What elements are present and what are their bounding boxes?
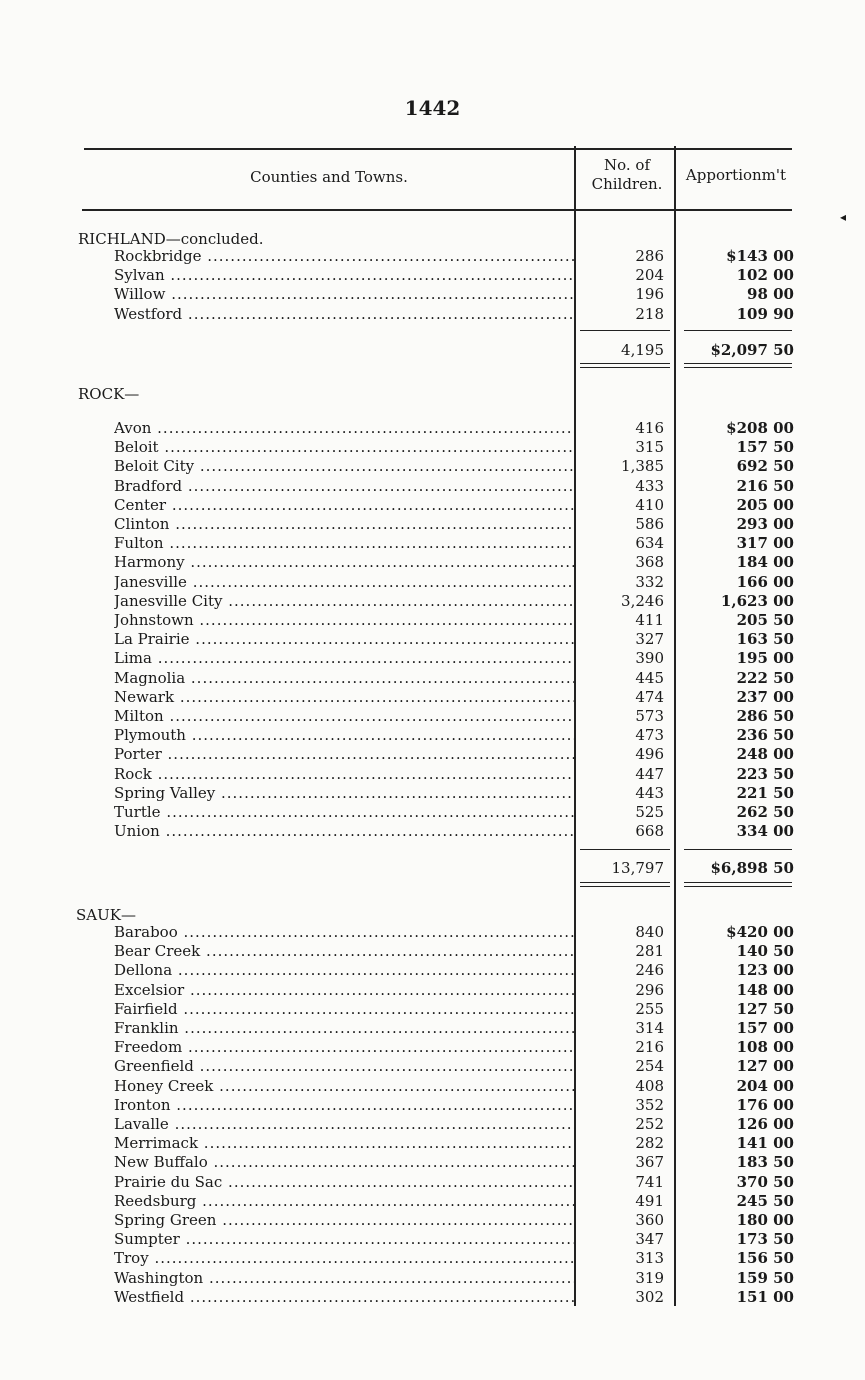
total-double-rule: [684, 886, 792, 887]
table-row: [0, 534, 865, 553]
children-count: 313: [635, 1249, 664, 1268]
children-count: 368: [635, 553, 664, 572]
table-row: [0, 961, 865, 980]
table-row: [0, 981, 865, 1000]
children-count: 315: [635, 438, 664, 457]
table-row: [0, 247, 865, 266]
children-count: 367: [635, 1153, 664, 1172]
town-name: Spring Green .....: [114, 1211, 574, 1230]
children-count: 573: [635, 707, 664, 725]
town-name: Prairie du Sac .....: [114, 1173, 574, 1192]
table-row: [0, 1019, 865, 1038]
section-name: RICHLAND: [78, 230, 166, 248]
apportionment-amount: 127 50: [736, 999, 794, 1018]
children-count: 445: [635, 668, 664, 687]
children-count: 286: [635, 247, 664, 265]
header-no-children: [578, 156, 676, 194]
children-count: 634: [635, 534, 664, 553]
children-count: 1,385: [621, 457, 664, 476]
town-name: Porter .....: [114, 745, 574, 764]
table-row: [0, 822, 865, 841]
children-count: 525: [635, 803, 664, 821]
table-row: [0, 726, 865, 745]
town-name: Lima .....: [114, 649, 574, 668]
children-count: 196: [635, 285, 664, 304]
table-row: [0, 1000, 865, 1019]
town-name: Avon .....: [114, 419, 574, 438]
table-row: [0, 285, 865, 304]
town-name: Beloit City .....: [114, 457, 574, 476]
apportionment-amount: 334 00: [736, 822, 794, 841]
section-suffix: —: [124, 385, 140, 403]
header-apportionment: Apportionm't: [685, 166, 787, 184]
town-name: Harmony .....: [114, 553, 574, 572]
children-count: 491: [635, 1191, 664, 1210]
apportionment-amount: 262 50: [736, 803, 794, 821]
town-name: Bradford .....: [114, 477, 574, 496]
apportionment-amount: 141 00: [736, 1134, 794, 1153]
town-name: Freedom .....: [114, 1038, 574, 1057]
table-row: [0, 630, 865, 649]
town-name: Johnstown .....: [114, 611, 574, 630]
table-row: [0, 784, 865, 803]
subtotal-rule: [580, 849, 670, 850]
subtotal-rule: [580, 330, 670, 331]
margin-mark-icon: ◂: [840, 210, 847, 224]
table-row: [0, 923, 865, 942]
children-count: 246: [635, 961, 664, 980]
children-count: 319: [635, 1268, 664, 1287]
apportionment-amount: 236 50: [736, 726, 794, 745]
town-name: Beloit .....: [114, 438, 574, 457]
apportionment-amount: 248 00: [736, 745, 794, 764]
header-counties-towns: Counties and Towns.: [250, 168, 408, 186]
table-row: [0, 1249, 865, 1268]
apportionment-amount: 157 00: [736, 1019, 794, 1037]
section-title: [76, 906, 136, 924]
apportionment-amount: 159 50: [736, 1268, 794, 1287]
children-count: 586: [635, 515, 664, 533]
apportionment-amount: 140 50: [736, 942, 794, 961]
table-row: [0, 592, 865, 611]
table-row: [0, 1096, 865, 1115]
town-name: Milton .....: [114, 707, 574, 726]
town-name: Reedsburg .....: [114, 1192, 574, 1211]
children-count: 332: [635, 572, 664, 591]
children-count: 314: [635, 1019, 664, 1037]
table-row: [0, 1288, 865, 1307]
section-name: ROCK: [78, 385, 125, 403]
header-bottom-rule: [82, 209, 792, 211]
town-name: Lavalle .....: [114, 1115, 574, 1134]
apportionment-amount: 1,623 00: [720, 591, 794, 610]
apportionment-amount: 223 50: [736, 764, 794, 783]
children-count: 474: [635, 687, 664, 706]
apportionment-amount: 156 50: [736, 1249, 794, 1268]
apportionment-amount: 176 00: [736, 1095, 794, 1114]
children-count: 390: [635, 649, 664, 668]
children-count: 3,246: [621, 591, 664, 610]
apportionment-amount: 204 00: [736, 1076, 794, 1095]
apportionment-amount: 237 00: [736, 687, 794, 706]
children-count: 473: [635, 726, 664, 745]
town-name: Janesville .....: [114, 573, 574, 592]
town-name: New Buffalo .....: [114, 1153, 574, 1172]
town-name: Troy .....: [114, 1249, 574, 1268]
town-name: Janesville City .....: [114, 592, 574, 611]
apportionment-amount: 286 50: [736, 707, 794, 725]
table-row: [0, 765, 865, 784]
section-title: [78, 230, 264, 248]
town-name: Merrimack .....: [114, 1134, 574, 1153]
total-double-rule: [580, 882, 670, 883]
table-row: [0, 515, 865, 534]
table-row: [0, 669, 865, 688]
total-double-rule: [684, 882, 792, 883]
children-count: 352: [635, 1095, 664, 1114]
total-double-rule: [684, 367, 792, 368]
table-row: [0, 1038, 865, 1057]
town-name: Sumpter .....: [114, 1230, 574, 1249]
total-double-rule: [580, 363, 670, 364]
table-row: [0, 1211, 865, 1230]
header-no-children-line2: Children.: [591, 175, 663, 193]
table-row: [0, 477, 865, 496]
apportionment-amount: 173 50: [736, 1230, 794, 1249]
table-row: [0, 266, 865, 285]
children-count: 281: [635, 942, 664, 961]
apportionment-amount: 216 50: [736, 476, 794, 495]
section-total-row: [0, 858, 865, 878]
apportionment-amount: 98 00: [747, 285, 794, 304]
town-name: Franklin .....: [114, 1019, 574, 1038]
town-name: Washington .....: [114, 1269, 574, 1288]
town-name: Center .....: [114, 496, 574, 515]
table-row: [0, 1134, 865, 1153]
section-suffix: —concluded.: [165, 230, 264, 248]
table-row: [0, 1153, 865, 1172]
section-name: SAUK: [76, 906, 121, 924]
town-name: Bear Creek .....: [114, 942, 574, 961]
table-row: [0, 745, 865, 764]
children-count: 216: [635, 1038, 664, 1057]
children-count: 433: [635, 476, 664, 495]
apportionment-amount: $420 00: [726, 923, 794, 941]
apportionment-amount: 205 00: [736, 495, 794, 514]
section-total-row: [0, 340, 865, 360]
total-amount: $6,898 50: [710, 859, 794, 877]
apportionment-amount: 108 00: [736, 1038, 794, 1057]
children-count: 447: [635, 764, 664, 783]
children-count: 282: [635, 1134, 664, 1153]
apportionment-amount: 163 50: [736, 630, 794, 649]
table-row: [0, 803, 865, 822]
children-count: 254: [635, 1057, 664, 1076]
table-row: [0, 942, 865, 961]
header-top-rule: [84, 148, 792, 150]
table-row: [0, 496, 865, 515]
town-name: Spring Valley .....: [114, 784, 574, 803]
apportionment-amount: 221 50: [736, 783, 794, 802]
town-name: Newark .....: [114, 688, 574, 707]
apportionment-amount: 293 00: [736, 515, 794, 533]
table-row: [0, 1057, 865, 1076]
children-count: 302: [635, 1287, 664, 1306]
total-double-rule: [580, 367, 670, 368]
town-name: Dellona .....: [114, 961, 574, 980]
apportionment-amount: $208 00: [726, 419, 794, 437]
table-row: [0, 688, 865, 707]
town-name: Rock .....: [114, 765, 574, 784]
apportionment-amount: 109 90: [736, 304, 794, 323]
children-count: 741: [635, 1172, 664, 1191]
town-name: Greenfield .....: [114, 1057, 574, 1076]
town-name: Excelsior .....: [114, 981, 574, 1000]
apportionment-amount: 183 50: [736, 1153, 794, 1172]
children-count: 416: [635, 419, 664, 437]
apportionment-amount: 123 00: [736, 961, 794, 980]
town-name: Fairfield .....: [114, 1000, 574, 1019]
total-children: 4,195: [621, 341, 664, 359]
town-name: Westfield .....: [114, 1288, 574, 1307]
apportionment-amount: 184 00: [736, 553, 794, 572]
apportionment-amount: 157 50: [736, 438, 794, 457]
table-row: [0, 1077, 865, 1096]
apportionment-amount: 195 00: [736, 649, 794, 668]
town-name: Baraboo .....: [114, 923, 574, 942]
page-number: 1442: [404, 96, 461, 120]
town-name: Turtle .....: [114, 803, 574, 822]
apportionment-amount: 370 50: [736, 1172, 794, 1191]
table-row: [0, 553, 865, 572]
table-row: [0, 457, 865, 476]
table-row: [0, 573, 865, 592]
total-amount: $2,097 50: [710, 341, 794, 359]
subtotal-rule: [684, 849, 792, 850]
town-name: Westford .....: [114, 305, 574, 324]
children-count: 252: [635, 1115, 664, 1133]
table-row: [0, 649, 865, 668]
children-count: 218: [635, 304, 664, 323]
children-count: 327: [635, 630, 664, 649]
town-name: Honey Creek .....: [114, 1077, 574, 1096]
apportionment-amount: 317 00: [736, 534, 794, 553]
children-count: 360: [635, 1211, 664, 1229]
town-name: Sylvan .....: [114, 266, 574, 285]
town-name: Magnolia .....: [114, 669, 574, 688]
town-name: Plymouth .....: [114, 726, 574, 745]
town-name: Fulton .....: [114, 534, 574, 553]
header-no-children-line1: No. of: [603, 156, 650, 174]
children-count: 410: [635, 495, 664, 514]
table-row: [0, 707, 865, 726]
subtotal-rule: [684, 330, 792, 331]
table-row: [0, 611, 865, 630]
town-name: Willow .....: [114, 285, 574, 304]
apportionment-amount: 166 00: [736, 572, 794, 591]
town-name: Ironton .....: [114, 1096, 574, 1115]
table-row: [0, 1115, 865, 1134]
children-count: 296: [635, 980, 664, 999]
children-count: 411: [635, 611, 664, 629]
total-double-rule: [580, 886, 670, 887]
apportionment-amount: 692 50: [736, 457, 794, 476]
table-row: [0, 305, 865, 324]
apportionment-amount: 205 50: [736, 611, 794, 629]
children-count: 347: [635, 1230, 664, 1249]
apportionment-amount: 102 00: [736, 266, 794, 285]
table-row: [0, 419, 865, 438]
apportionment-amount: 127 00: [736, 1057, 794, 1076]
apportionment-amount: 245 50: [736, 1191, 794, 1210]
apportionment-amount: 151 00: [736, 1287, 794, 1306]
children-count: 408: [635, 1076, 664, 1095]
apportionment-amount: 180 00: [736, 1211, 794, 1229]
section-title: [78, 385, 139, 403]
town-name: Union .....: [114, 822, 574, 841]
town-name: Rockbridge .....: [114, 247, 574, 266]
apportionment-amount: 126 00: [736, 1115, 794, 1133]
children-count: 443: [635, 783, 664, 802]
table-row: [0, 1192, 865, 1211]
table-row: [0, 1269, 865, 1288]
children-count: 204: [635, 266, 664, 285]
children-count: 496: [635, 745, 664, 764]
table-row: [0, 438, 865, 457]
apportionment-amount: 148 00: [736, 980, 794, 999]
table-row: [0, 1173, 865, 1192]
children-count: 668: [635, 822, 664, 841]
total-children: 13,797: [611, 859, 664, 877]
table-row: [0, 1230, 865, 1249]
section-suffix: —: [120, 906, 136, 924]
children-count: 840: [635, 923, 664, 941]
town-name: La Prairie .....: [114, 630, 574, 649]
children-count: 255: [635, 999, 664, 1018]
apportionment-amount: $143 00: [726, 247, 794, 265]
total-double-rule: [684, 363, 792, 364]
town-name: Clinton .....: [114, 515, 574, 534]
apportionment-amount: 222 50: [736, 668, 794, 687]
